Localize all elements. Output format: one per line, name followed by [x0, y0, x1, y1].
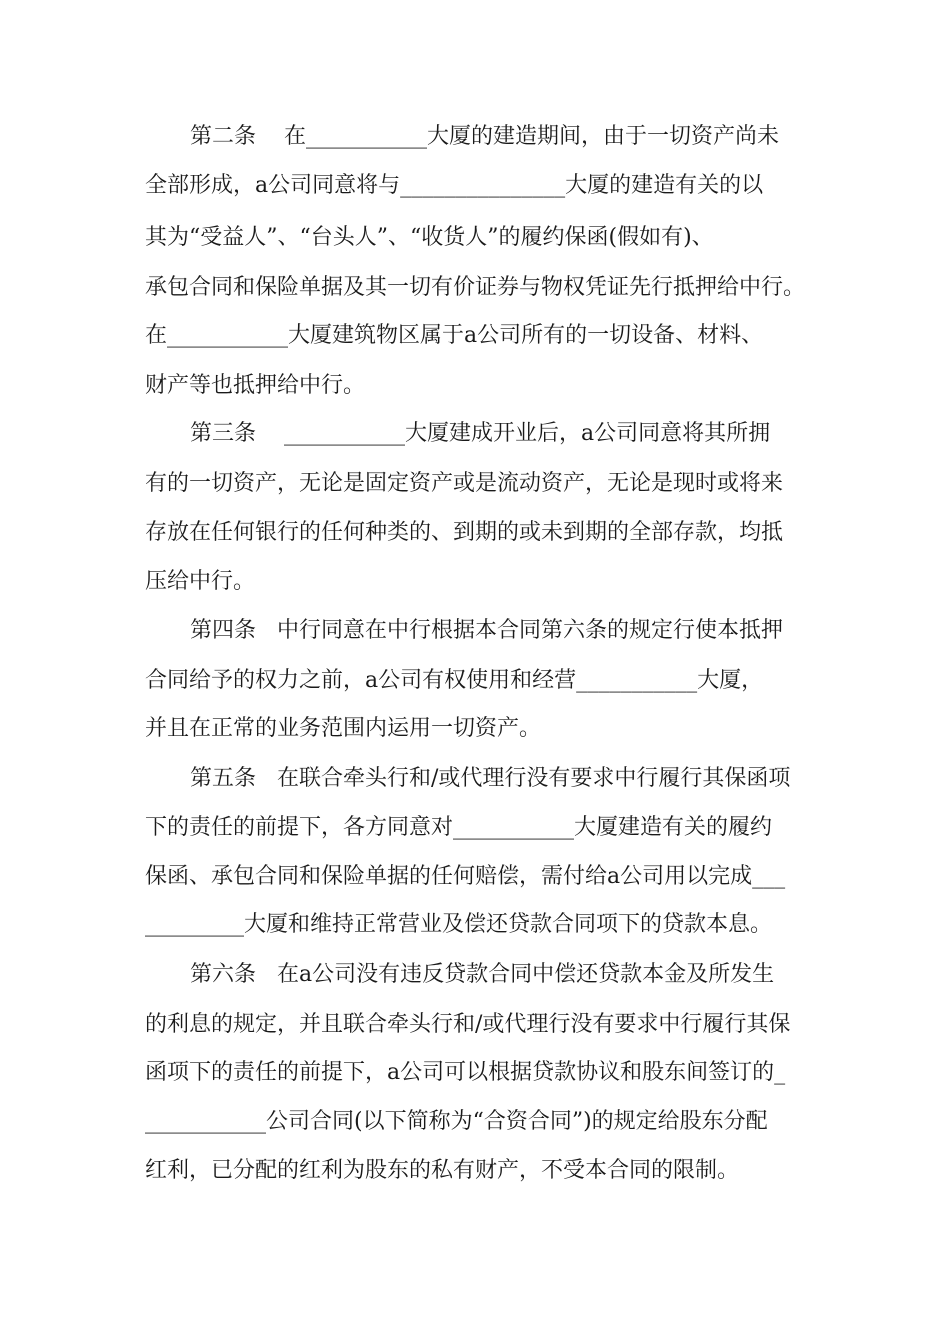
- article-2-line-5: 在___________大厦建筑物区属于a公司所有的一切设备、材料、: [145, 323, 764, 348]
- article-2-line-3: 其为“受益人”、“台头人”、“收货人”的履约保函(假如有)、: [145, 225, 714, 250]
- article-6-line-5: 红利，已分配的红利为股东的私有财产，不受本合同的限制。: [145, 1158, 740, 1183]
- article-2-line-1: 第二条 在___________大厦的建造期间，由于一切资产尚未: [190, 124, 779, 149]
- article-3-line-4: 压给中行。: [145, 569, 256, 594]
- article-5-line-3: 保函、承包合同和保险单据的任何赔偿，需付给a公司用以完成___: [145, 864, 786, 889]
- article-5-line-1: 第五条 在联合牵头行和/或代理行没有要求中行履行其保函项: [190, 766, 791, 791]
- article-3-line-3: 存放在任何银行的任何种类的、到期的或未到期的全部存款，均抵: [145, 520, 784, 545]
- article-3-line-1: 第三条 ___________大厦建成开业后，a公司同意将其所拥: [190, 421, 771, 446]
- article-2-line-6: 财产等也抵押给中行。: [145, 373, 366, 398]
- article-4-line-2: 合同给予的权力之前，a公司有权使用和经营___________大厦，: [145, 668, 764, 693]
- article-6-line-1: 第六条 在a公司没有违反贷款合同中偿还贷款本金及所发生: [190, 962, 775, 987]
- article-6-line-2: 的利息的规定，并且联合牵头行和/或代理行没有要求中行履行其保: [145, 1012, 791, 1037]
- article-2-line-2: 全部形成，a公司同意将与_______________大厦的建造有关的以: [145, 173, 764, 198]
- article-6-line-4: ___________公司合同(以下简称为“合资合同”)的规定给股东分配: [145, 1109, 768, 1134]
- article-2-line-4: 承包合同和保险单据及其一切有价证券与物权凭证先行抵押给中行。: [145, 275, 806, 300]
- article-5-line-4: _________大厦和维持正常营业及偿还贷款合同项下的贷款本息。: [145, 912, 773, 937]
- article-6-line-3: 函项下的责任的前提下，a公司可以根据贷款协议和股东间签订的_: [145, 1060, 786, 1085]
- article-4-line-3: 并且在正常的业务范围内运用一切资产。: [145, 716, 542, 741]
- article-5-line-2: 下的责任的前提下，各方同意对___________大厦建造有关的履约: [145, 815, 773, 840]
- article-4-line-1: 第四条 中行同意在中行根据本合同第六条的规定行使本抵押: [190, 618, 783, 643]
- article-3-line-2: 有的一切资产，无论是固定资产或是流动资产，无论是现时或将来: [145, 471, 784, 496]
